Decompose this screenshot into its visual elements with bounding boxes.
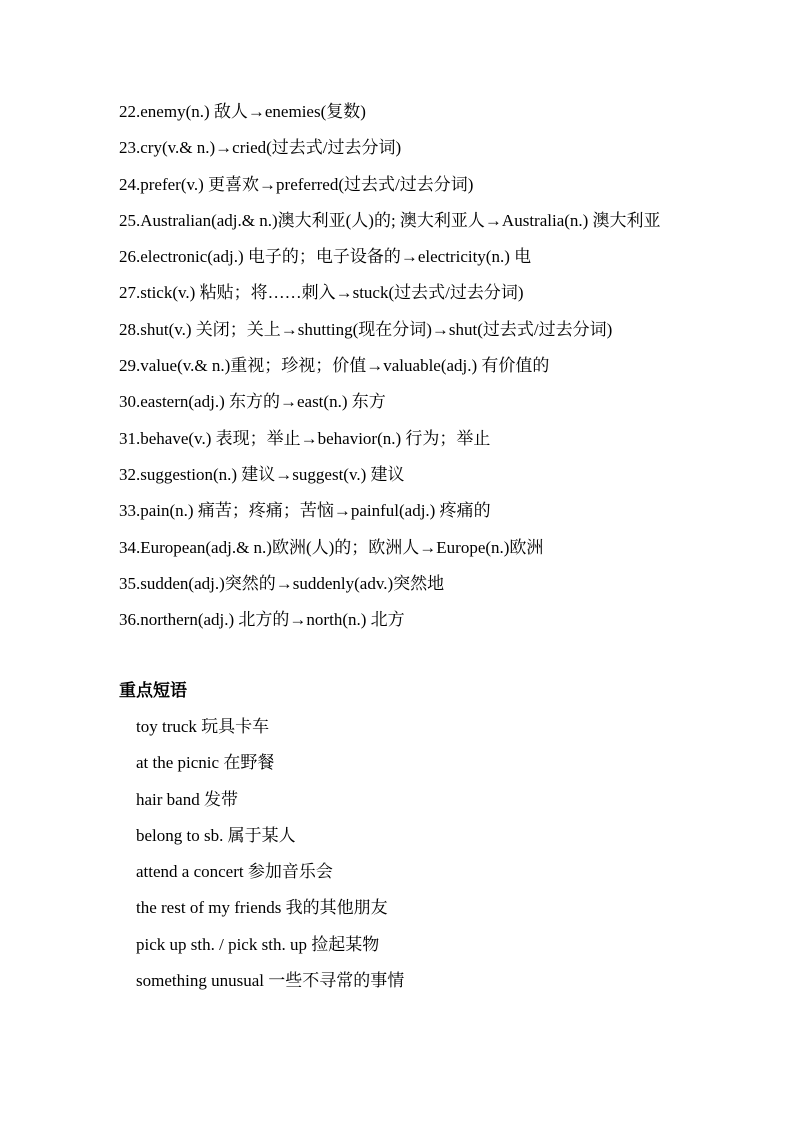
vocab-item-29: 29.value(v.& n.)重视；珍视；价值→valuable(adj.) 有价值的: [119, 356, 550, 376]
phrase-list: [136, 709, 404, 999]
phrase-item: toy truck 玩具卡车: [136, 717, 270, 736]
vocab-item-31: 31.behave(v.) 表现；举止→behavior(n.) 行为；举止: [119, 428, 491, 448]
vocab-item-32: 32.suggestion(n.) 建议→suggest(v.) 建议: [119, 464, 405, 484]
vocab-item-25: 25.Australian(adj.& n.)澳大利亚(人)的; 澳大利亚人→Australia(n.) 澳大利亚: [119, 210, 661, 230]
vocab-item-28: 28.shut(v.) 关闭；关上→shutting(现在分词)→shut(过去式/过去分词): [119, 319, 613, 339]
vocab-item-26: 26.electronic(adj.) 电子的；电子设备的→electricity(n.) 电: [119, 247, 532, 267]
vocab-item-35: 35.sudden(adj.)突然的→suddenly(adv.)突然地: [119, 573, 445, 593]
vocab-item-23: 23.cry(v.& n.)→cried(过去式/过去分词): [119, 138, 402, 158]
vocab-item-24: 24.prefer(v.) 更喜欢→preferred(过去式/过去分词): [119, 174, 474, 194]
vocab-item-34: 34.European(adj.& n.)欧洲(人)的；欧洲人→Europe(n.)欧洲: [119, 537, 544, 557]
vocab-item-36: 36.northern(adj.) 北方的→north(n.) 北方: [119, 610, 405, 630]
vocabulary-list: [119, 94, 689, 638]
phrase-item: something unusual 一些不寻常的事情: [136, 971, 405, 991]
phrase-item: pick up sth. / pick sth. up 捡起某物: [136, 934, 380, 954]
phrase-item: the rest of my friends 我的其他朋友: [136, 898, 388, 918]
vocab-item-33: 33.pain(n.) 痛苦；疼痛；苦恼→painful(adj.) 疼痛的: [119, 501, 491, 521]
phrase-item: belong to sb. 属于某人: [136, 825, 296, 845]
vocab-item-30: 30.eastern(adj.) 东方的→east(n.) 东方: [119, 392, 386, 412]
vocab-item-22: 22.enemy(n.) 敌人→enemies(复数): [119, 102, 366, 121]
section-heading-key-phrases: 重点短语: [119, 681, 187, 700]
vocab-item-27: 27.stick(v.) 粘贴；将……刺入→stuck(过去式/过去分词): [119, 283, 524, 303]
phrase-item: hair band 发带: [136, 789, 238, 809]
phrase-item: at the picnic 在野餐: [136, 753, 275, 773]
phrase-item: attend a concert 参加音乐会: [136, 862, 333, 882]
